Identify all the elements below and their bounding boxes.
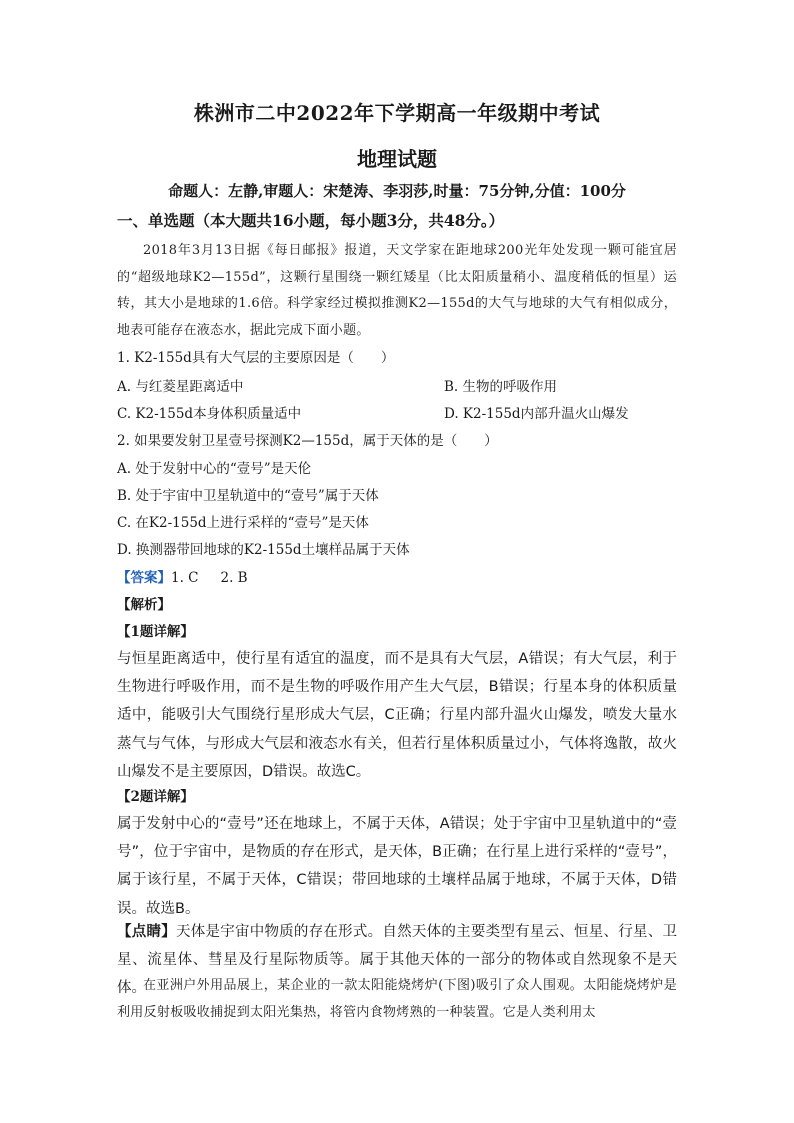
question-2-option-a: A. 处于发射中心的“壹号”是天伦 [117, 461, 312, 477]
analysis-heading [117, 595, 171, 615]
exam-subtitle: 地理试题 [357, 147, 437, 171]
reading-passage-1 [117, 238, 677, 344]
question-1-option-b: B. 生物的呼吸作用 [444, 379, 558, 395]
answer-2: 2. B [220, 570, 248, 586]
question-2-option-c: C. 在K2-155d上进行采样的“壹号”是天体 [117, 515, 369, 531]
detail-2-explanation [117, 810, 677, 923]
exam-title: 株洲市二中2022年下学期高一年级期中考试 [193, 101, 601, 125]
detail-1-text: 与恒星距离适中，使行星有适宜的温度，而不是具有大气层，A错误；有大气层，利于生物进行呼吸作用，而不是生物的呼吸作用产生大气层，B错误；行星本身的体积质量适中，能吸引大气围绕行星形成大气层，C正确；行星内部升温火山爆发，喷发大量水蒸气与气体，与形成大气层和液态水有关，但若行星体积质量过小，气体将逸散，故火山爆发不是主要原因，D错误。故选C。 [117, 651, 677, 780]
tip-text: 天体是宇宙中物质的存在形式。自然天体的主要类型有星云、恒星、行星、卫星、流星体、彗星及行星际物质等。属于其他天体的一部分的物体或自然现象不是天体。 [117, 924, 678, 997]
question-2-option-d: D. 换测器带回地球的K2-155d土壤样品属于天体 [117, 542, 410, 558]
answer-line [117, 568, 248, 588]
section-heading: 一、单选题（本大题共16小题，每小题3分，共48分。） [117, 211, 505, 230]
question-1-stem: 1. K2-155d具有大气层的主要原因是（ ） [117, 350, 395, 366]
question-1-option-a: A. 与红菱星距离适中 [117, 379, 244, 395]
tip-tag: 【点睛】 [117, 924, 176, 940]
detail-1-heading [117, 622, 194, 642]
answer-1: 1. C [171, 570, 199, 586]
passage-2-text: 在亚洲户外用品展上，某企业的一款太阳能烧烤炉(下图)吸引了众人围观。太阳能烧烤炉是利用反射板吸收捕捉到太阳光集热，将管内食物烤熟的一种装置。它是人类利用太 [117, 978, 677, 1020]
detail-2-heading [117, 787, 194, 807]
detail-2-tag: 【2题详解】 [117, 789, 194, 805]
question-2-option-b: B. 处于宇宙中卫星轨道中的“壹号”属于天体 [117, 488, 379, 504]
passage-text: 2018年3月13日据《每日邮报》报道，天文学家在距地球200光年处发现一颗可能宜居的“超级地球K2—155d”，这颗行星围绕一颗红矮星（比太阳质量稍小、温度稍低的恒星）运转，其大小是地球的1.6倍。科学家经过模拟推测K2—155d的大气与地球的大气有相似成分，地表可能存在液态水，据此完成下面小题。 [117, 243, 677, 338]
answer-tag: 【答案】 [117, 570, 171, 586]
question-2-stem: 2. 如果要发射卫星壹号探测K2—155d，属于天体的是（ ） [117, 433, 498, 449]
detail-1-tag: 【1题详解】 [117, 624, 194, 640]
detail-2-text: 属于发射中心的“壹号”还在地球上，不属于天体，A错误；处于宇宙中卫星轨道中的“壹号”，位于宇宙中，是物质的存在形式，是天体，B正确；在行星上进行采样的“壹号”，属于该行星，不属于天体，C错误；带回地球的土壤样品属于地球，不属于天体，D错误。故选B。 [117, 816, 677, 917]
exam-authors: 命题人：左静,审题人：宋楚涛、李羽莎,时量：75分钟,分值：100分 [168, 182, 626, 200]
detail-1-explanation [117, 645, 677, 786]
question-1-option-d: D. K2-155d内部升温火山爆发 [444, 406, 629, 422]
question-1-option-c: C. K2-155d本身体积质量适中 [117, 406, 302, 422]
reading-passage-2 [117, 973, 677, 1026]
analysis-tag: 【解析】 [117, 597, 171, 613]
